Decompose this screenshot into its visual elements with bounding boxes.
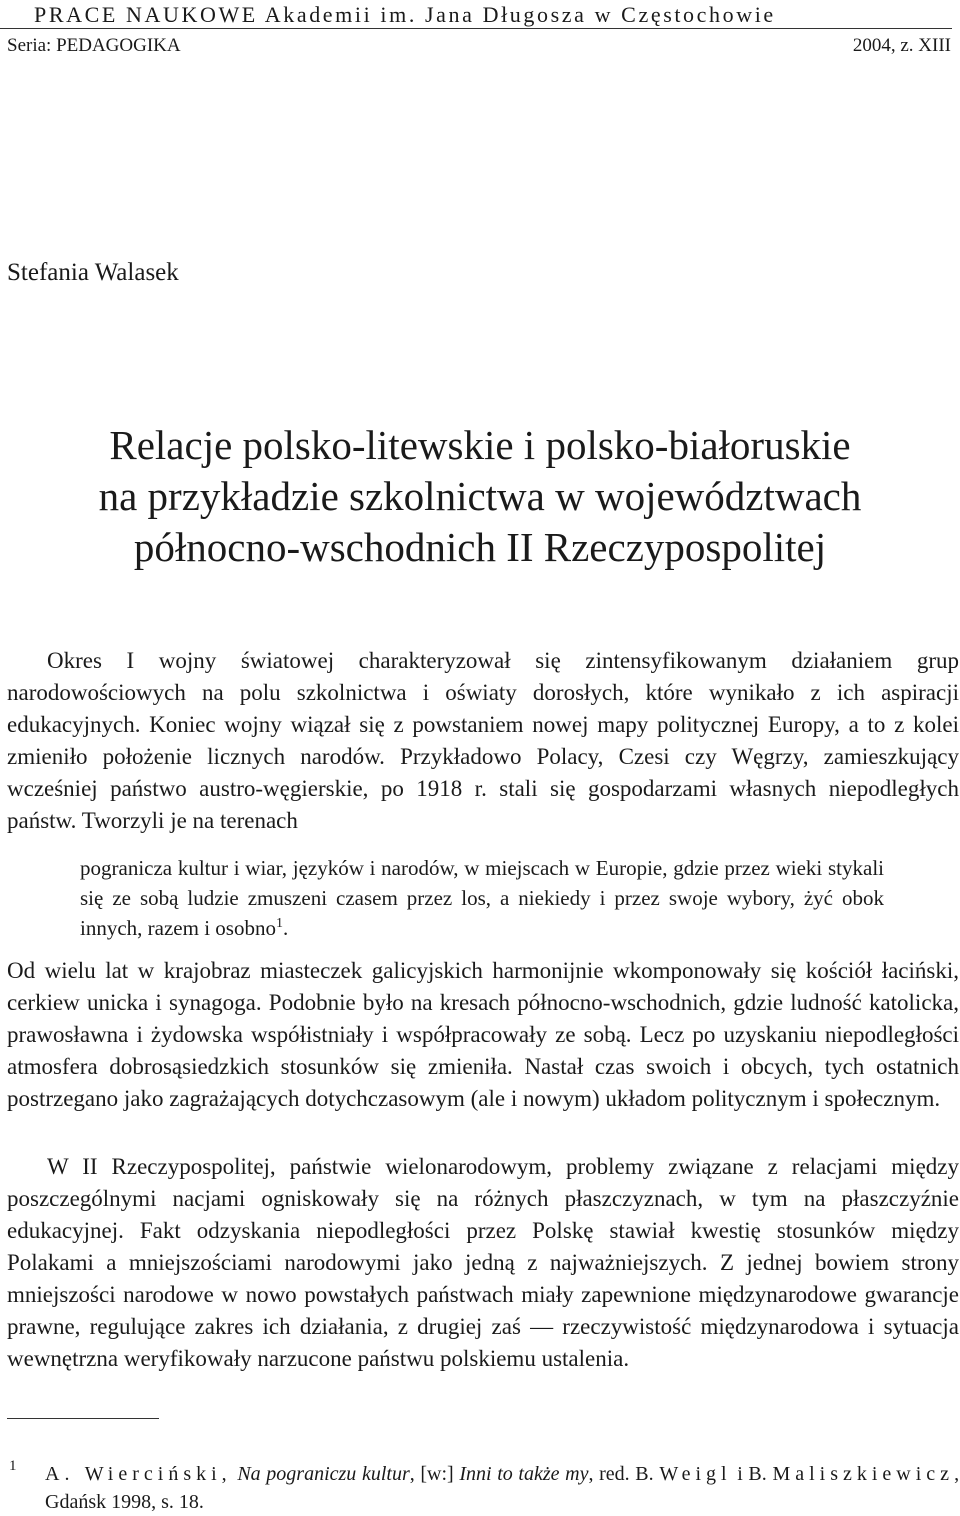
footnote-ed: , red. B. — [588, 1463, 654, 1485]
journal-title: PRACE NAUKOWE Akademii im. Jana Długosza w Częstochowie — [34, 2, 776, 27]
quote-end: . — [282, 916, 289, 940]
series-label: Seria: PEDAGOGIKA — [7, 35, 181, 56]
article-title — [0, 420, 960, 573]
block-quote — [80, 853, 884, 943]
paragraph-1: Okres I wojny światowej charakteryzował się zintensyfikowanym działaniem grup narodowościowych na polu szkolnictwa i oświaty dorosłych, które wynikało z ich aspiracji edukacyjnych. Koniec wojny wiązał się z powstaniem nowej mapy politycznej Europy, a to z kolei zmieniło położenie licznych narodów. Przykładowo Polacy, Czesi czy Węgrzy, zamieszkujący wcześniej państwo austro-węgierskie, po 1918 r. stali się gospodarzami własnych niepodległych państw. Tworzyli je na terenach — [7, 648, 959, 833]
footnote-in: , [w:] — [409, 1463, 454, 1485]
author-name: Stefania Walasek — [7, 259, 179, 286]
footnote-and: i B. — [737, 1463, 767, 1485]
footnote-rest: , Gdańsk 1998, s. 18. — [45, 1463, 960, 1513]
footnote-author: A. Wierciński, — [45, 1463, 232, 1485]
title-line-1: Relacje polsko-litewskie i polsko-białoruskie — [109, 422, 851, 468]
header-divider — [0, 28, 952, 29]
footnote-book: Inni to także my — [459, 1463, 589, 1485]
footnote-number: 1 — [9, 1458, 17, 1474]
footnote-editor-1: Weigl — [659, 1463, 732, 1485]
title-line-2: na przykładzie szkolnictwa w województwach — [98, 473, 862, 519]
footnote-text — [45, 1460, 959, 1516]
volume-label: 2004, z. XIII — [852, 35, 951, 56]
footnote-divider — [7, 1418, 159, 1419]
paragraph-2: Od wielu lat w krajobraz miasteczek galicyjskich harmonijnie wkomponowały się kościół łaciński, cerkiew unicka i synagoga. Podobnie było na kresach północno-wschodnich, gdzie ludność katolicka, prawosławna i żydowska współistniały i współpracowały ze sobą. Lecz po uzyskaniu niepodległości atmosfera dobrosąsiedzkich stosunków się zmieniła. Nastał czas swoich i obcych, tych ostatnich postrzegano jako zagrażających dotychczasowym (ale i nowym) układom politycznym i społecznym. — [7, 958, 959, 1111]
quote-text: pogranicza kultur i wiar, języków i narodów, w miejscach w Europie, gdzie przez wieki stykali się ze sobą ludzie zmuszeni czasem przez los, a niekiedy i przez swoje wybory, żyć obok innych, razem i osobno — [80, 856, 884, 940]
footnote-ref[interactable]: 1 — [275, 916, 283, 931]
title-line-3: północno-wschodnich II Rzeczypospolitej — [133, 524, 827, 570]
footnote-work: Na pograniczu kultur — [237, 1463, 410, 1485]
footnote — [7, 1460, 959, 1516]
paragraph-3: W II Rzeczypospolitej, państwie wielonarodowym, problemy związane z relacjami między poszczególnymi nacjami ogniskowały się na różnych płaszczyznach, w tym na płaszczyźnie edukacyjnej. Fakt odzyskania niepodległości przez Polskę stawiał kwestię stosunków między Polakami a mniejszościami narodowymi jako jedną z najważniejszych. Z jednej bowiem strony mniejszości narodowe w nowo powstałych państwach miały zapewnione międzynarodowe gwarancje prawne, regulujące zakres ich działania, z drugiej zaś — rzeczywistość międzynarodowa i sytuacja wewnętrzna weryfikowały narzucone państwu polskiemu ustalenia. — [7, 1154, 959, 1371]
footnote-editor-2: Maliszkiewicz — [772, 1463, 955, 1485]
journal-header — [0, 2, 960, 30]
